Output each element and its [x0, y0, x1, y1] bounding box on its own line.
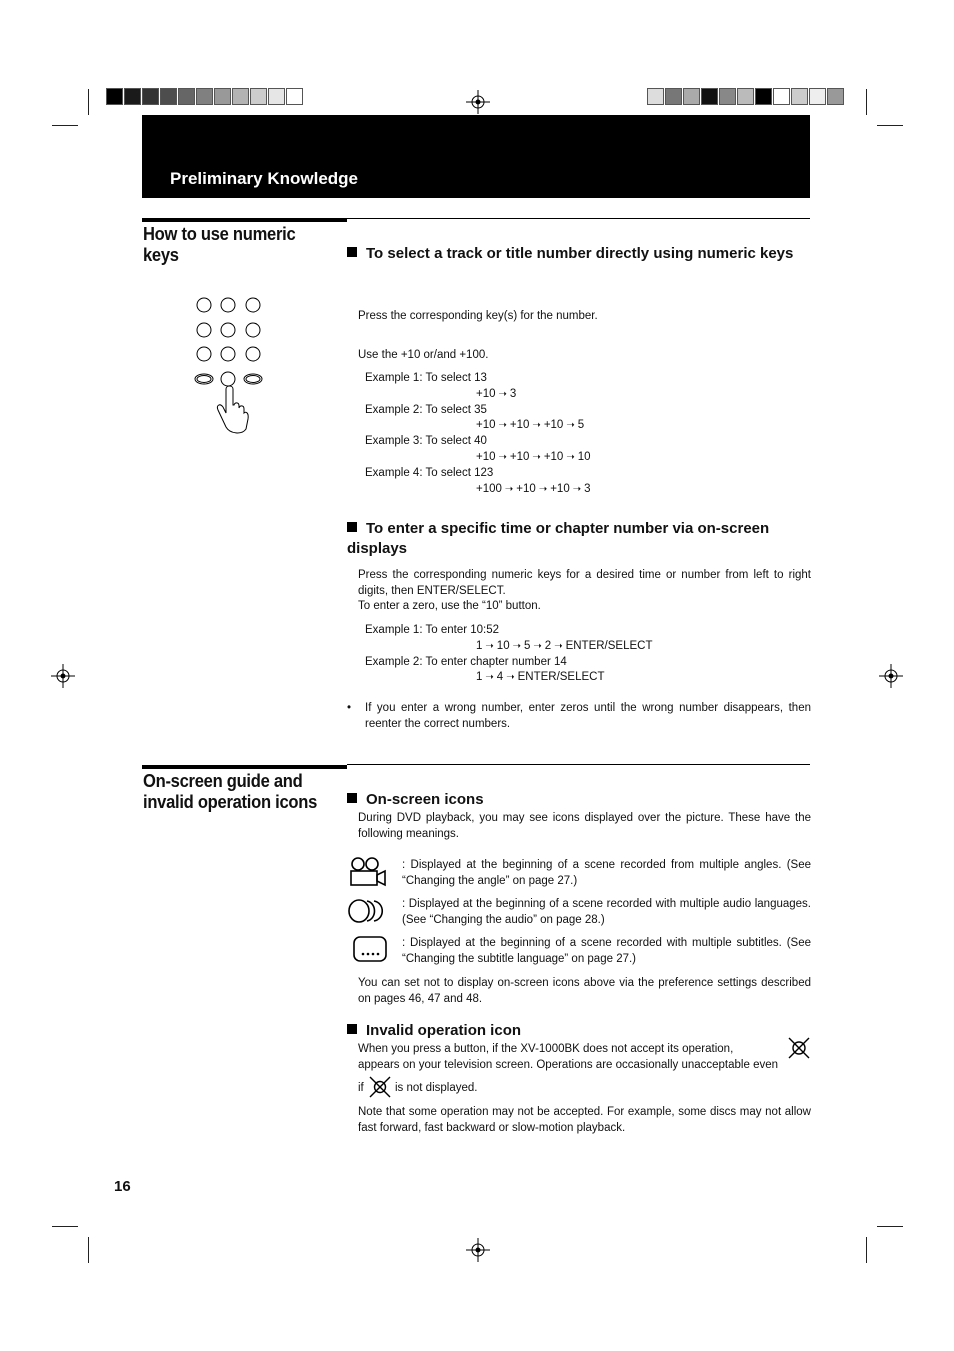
arrow-right-icon: ➝: [572, 483, 582, 495]
crop-mark: [866, 1237, 867, 1263]
registration-mark-icon: [51, 664, 75, 688]
example-sequence: [476, 449, 591, 466]
section-rule: [347, 764, 810, 765]
numeric-keypad-hand-icon: [190, 295, 270, 440]
header-title: Preliminary Knowledge: [170, 169, 358, 188]
arrow-right-icon: ➝: [532, 420, 541, 432]
key-step: +10: [509, 419, 530, 432]
note-text: If you enter a wrong number, enter zeros until the wrong number disappears, then reenter the correct numbers.: [365, 702, 811, 730]
body-text: When you press a button, if the XV-1000BK does not accept its operation,: [358, 1043, 734, 1055]
arrow-right-icon: ➝: [498, 388, 507, 400]
example-label: Example 3: To select 40: [365, 435, 487, 448]
arrow-right-icon: ➝: [498, 452, 507, 463]
bullet-square: [347, 247, 357, 257]
subheading-onscreen-icons: On-screen icons: [347, 790, 484, 810]
example-label: Example 4: To select 123: [365, 466, 494, 479]
key-step: +10: [476, 451, 496, 463]
arrow-right-icon: ➝: [533, 640, 542, 652]
body-text: Press the corresponding numeric keys for a desired time or number from left to right digits, then ENTER/SELECT.: [358, 569, 811, 597]
key-step: ENTER/SELECT: [517, 671, 605, 684]
body-text: if: [358, 1082, 364, 1094]
invalid-operation-icon: [369, 1076, 391, 1098]
key-step: 2: [544, 639, 552, 652]
key-step: 10: [496, 639, 510, 652]
arrow-right-icon: ➝: [566, 452, 575, 463]
example-sequence: [476, 417, 584, 434]
arrow-right-icon: ➝: [532, 452, 541, 463]
arrow-right-icon: ➝: [485, 640, 494, 652]
body-text: appears on your television screen. Operations are occasionally unacceptable even: [358, 1059, 779, 1071]
crop-mark: [52, 125, 78, 126]
key-step: +10: [516, 482, 536, 495]
key-step: +10: [550, 482, 570, 495]
key-step: +10: [476, 387, 496, 400]
body-text: is not displayed.: [395, 1082, 478, 1094]
body-text: Press the corresponding key(s) for the number.: [358, 310, 598, 322]
key-step: 1: [476, 639, 483, 652]
subheading-select-track: To select a track or title number directly using numeric keys: [347, 244, 797, 264]
icon-description: : Displayed at the beginning of a scene recorded with multiple subtitles. (See “Changing the subtitle language” on page 27.): [402, 937, 811, 965]
subheading-invalid-operation: Invalid operation icon: [347, 1021, 521, 1041]
example-sequence: [476, 386, 516, 403]
body-text: To enter a zero, use the “10” button.: [358, 600, 541, 612]
example-sequence: [476, 638, 653, 655]
section-heading-onscreen-guide: On-screen guide and invalid operation icons: [143, 771, 318, 812]
key-step: 4: [496, 671, 504, 684]
section-rule: [142, 765, 347, 769]
body-text: You can set not to display on-screen icons above via the preference settings described on pages 46, 47 and 48.: [358, 977, 811, 1005]
crop-mark: [88, 1237, 89, 1263]
subtitle-icon: [352, 935, 388, 965]
camera-angle-icon: [348, 856, 388, 888]
key-step: 3: [509, 387, 517, 400]
arrow-right-icon: ➝: [485, 672, 494, 684]
section-rule: [142, 218, 347, 222]
registration-mark-icon: [466, 90, 490, 114]
body-text: During DVD playback, you may see icons displayed over the picture. These have the following meanings.: [358, 812, 811, 840]
subheading-enter-time: To enter a specific time or chapter number via on-screen displays: [347, 520, 770, 557]
color-bar-left: [106, 88, 304, 106]
key-step: 1: [476, 671, 483, 684]
icon-description: : Displayed at the beginning of a scene recorded from multiple angles. (See “Changing the angle” on page 27.): [402, 859, 811, 887]
crop-mark: [52, 1226, 78, 1227]
audio-icon: [347, 897, 391, 925]
example-label: Example 1: To select 13: [365, 372, 487, 384]
key-step: 3: [584, 482, 591, 495]
arrow-right-icon: ➝: [506, 672, 515, 684]
arrow-right-icon: ➝: [538, 483, 548, 495]
key-step: 5: [577, 419, 585, 432]
key-step: +10: [509, 451, 530, 463]
body-text: Note that some operation may not be accepted. For example, some discs may not allow fast forward, fast backward or slow-motion playback.: [358, 1106, 811, 1134]
key-step: +10: [543, 419, 564, 432]
key-step: +10: [543, 451, 564, 463]
section-rule: [347, 218, 810, 219]
arrow-right-icon: ➝: [512, 640, 521, 652]
example-sequence: [476, 669, 605, 686]
icon-description: : Displayed at the beginning of a scene recorded with multiple audio languages. (See “Changing the audio” on page 28.): [402, 898, 811, 926]
section-heading-numeric-keys: How to use numeric keys: [143, 224, 296, 265]
bullet-square: [347, 793, 357, 803]
key-step: +10: [476, 419, 496, 432]
arrow-right-icon: ➝: [554, 640, 563, 652]
bullet-square: [347, 522, 357, 532]
key-step: ENTER/SELECT: [565, 639, 653, 652]
example-label: Example 2: To enter chapter number 14: [365, 655, 567, 668]
color-bar-right: [647, 88, 845, 106]
body-text: Use the +10 or/and +100.: [358, 349, 489, 361]
crop-mark: [877, 1226, 903, 1227]
key-step: 10: [577, 451, 591, 463]
key-step: 5: [523, 639, 531, 652]
arrow-right-icon: ➝: [566, 420, 575, 432]
arrow-right-icon: ➝: [498, 420, 507, 432]
example-sequence: [476, 481, 591, 498]
registration-mark-icon: [466, 1238, 490, 1262]
arrow-right-icon: ➝: [504, 483, 514, 495]
page-number: 16: [114, 1178, 131, 1195]
bullet-dot: •: [347, 702, 352, 714]
registration-mark-icon: [879, 664, 903, 688]
crop-mark: [877, 125, 903, 126]
header-bar: [142, 115, 810, 198]
crop-mark: [866, 89, 867, 115]
example-label: Example 2: To select 35: [365, 403, 487, 416]
bullet-square: [347, 1024, 357, 1034]
example-label: Example 1: To enter 10:52: [365, 624, 500, 636]
crop-mark: [88, 89, 89, 115]
key-step: +100: [476, 482, 502, 495]
